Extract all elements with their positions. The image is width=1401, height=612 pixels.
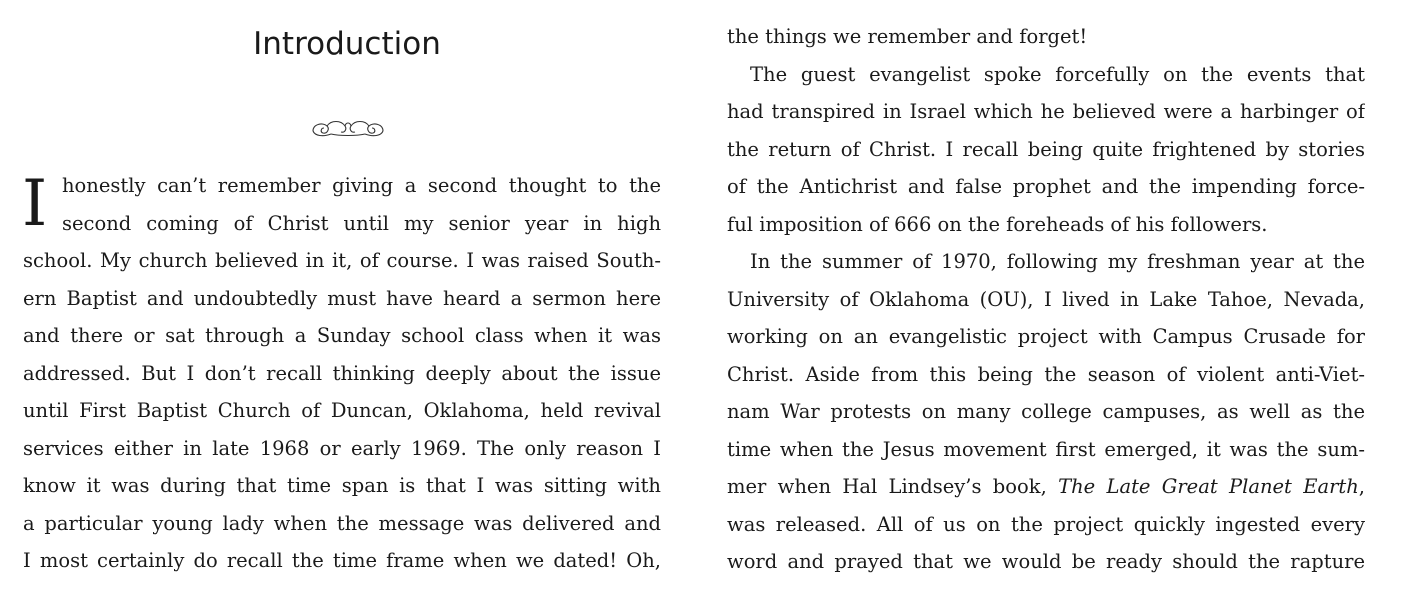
paragraph-line: working on an evangelistic project with Campus Crusade for	[727, 325, 1365, 348]
paragraph-line: the things we remember and forget!	[727, 25, 1088, 48]
paragraph-line: was released. All of us on the project quickly ingested every	[727, 512, 1365, 536]
text-segment: ,	[1358, 475, 1365, 498]
paragraph-line: ful imposition of 666 on the foreheads of his followers.	[727, 212, 1268, 236]
paragraph-line: ern Baptist and undoubtedly must have heard a sermon here	[23, 286, 661, 310]
text-segment: mer when Hal Lindsey’s book,	[727, 475, 1059, 498]
paragraph-line: University of Oklahoma (OU), I lived in Lake Tahoe, Nevada,	[727, 287, 1365, 311]
paragraph-line: word and prayed that we would be ready should the rapture	[727, 550, 1365, 573]
drop-cap: I	[22, 167, 48, 241]
paragraph-line: know it was during that time span is that I was sitting with	[23, 474, 661, 497]
paragraph-line: a particular young lady when the message was delivered and	[23, 511, 661, 535]
paragraph-line: addressed. But I don’t recall thinking deeply about the issue	[23, 361, 661, 385]
paragraph-line: second coming of Christ until my senior year in high	[62, 211, 661, 235]
paragraph-line: the return of Christ. I recall being quite frightened by stories	[727, 137, 1365, 161]
paragraph-line: I most certainly do recall the time frame when we dated! Oh,	[23, 549, 661, 572]
chapter-title: Introduction	[253, 26, 441, 62]
paragraph-line: honestly can’t remember giving a second thought to the	[62, 174, 661, 197]
paragraph-line: and there or sat through a Sunday school class when it was	[23, 324, 661, 347]
paragraph-line: until First Baptist Church of Duncan, Oklahoma, held revival	[23, 399, 661, 422]
book-title: The Late Great Planet Earth	[1058, 475, 1359, 498]
paragraph-line-with-book-title	[727, 468, 1365, 506]
paragraph-line: Christ. Aside from this being the season of violent anti-Viet-	[727, 362, 1365, 386]
paragraph-line: school. My church believed in it, of course. I was raised South-	[23, 249, 661, 272]
paragraph-line: nam War protests on many college campuses, as well as the	[727, 400, 1365, 423]
paragraph-line: of the Antichrist and false prophet and the impending force-	[727, 175, 1365, 198]
paragraph-line: time when the Jesus movement first emerged, it was the sum-	[727, 437, 1365, 461]
paragraph-line: had transpired in Israel which he believed were a harbinger of	[727, 100, 1365, 123]
paragraph-line: services either in late 1968 or early 1969. The only reason I	[23, 436, 661, 460]
flourish-ornament-icon	[309, 114, 387, 140]
paragraph-line: The guest evangelist spoke forcefully on the events that	[750, 62, 1365, 86]
paragraph-line: In the summer of 1970, following my freshman year at the	[750, 250, 1365, 273]
